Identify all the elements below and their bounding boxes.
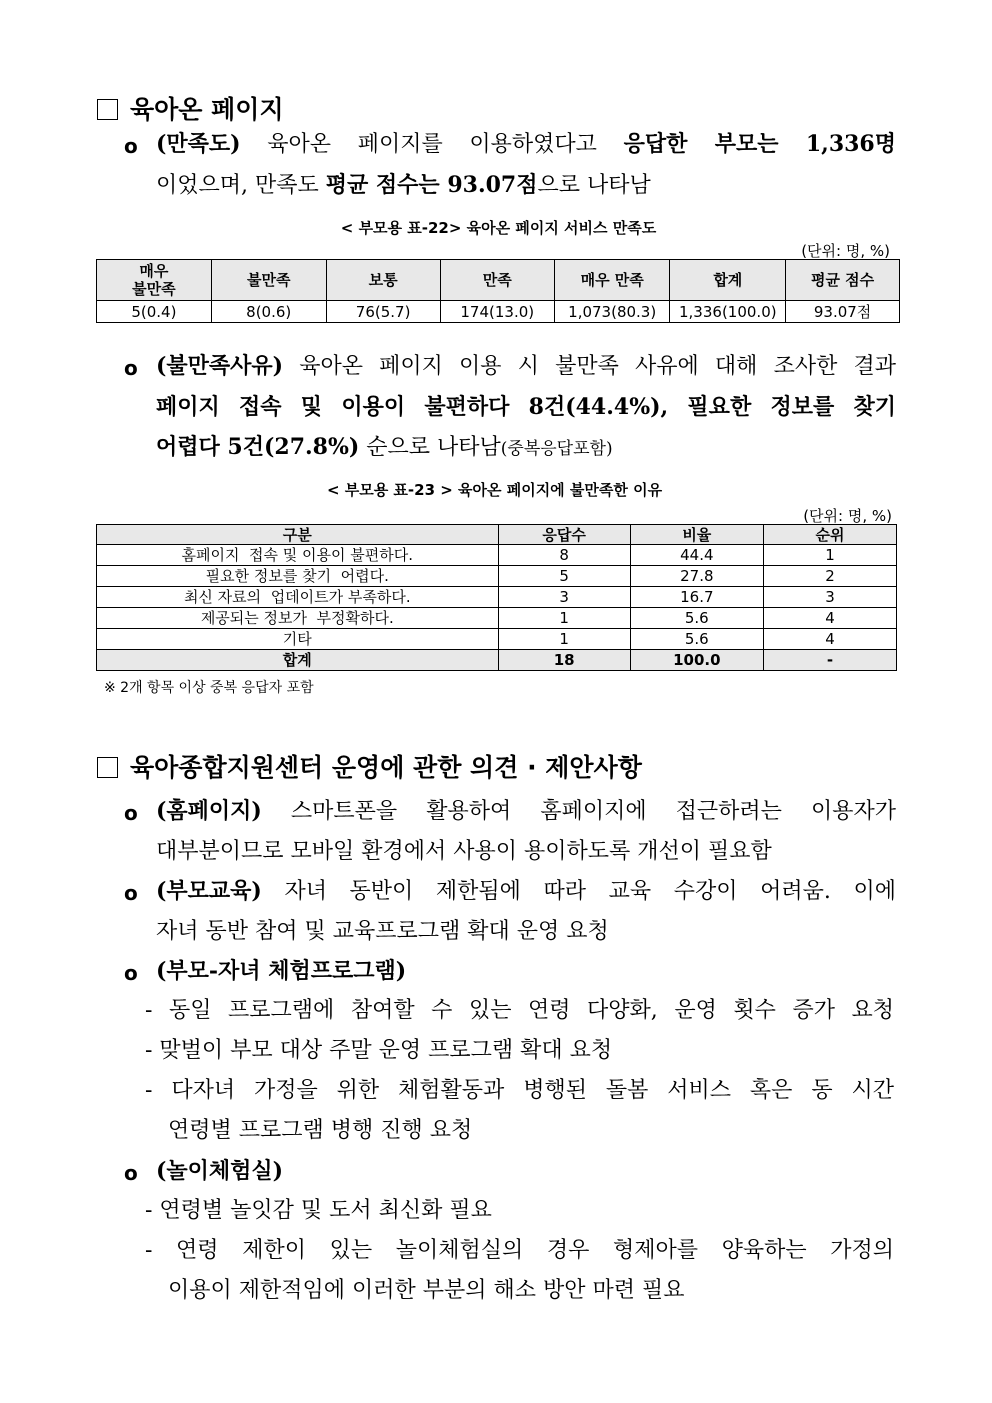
dash-item-continued: 연령별 프로그램 병행 진행 요청 xyxy=(168,1118,473,1143)
table-22-unit: (단위: 명, %) xyxy=(801,242,890,260)
header-category: 구분 xyxy=(97,525,499,545)
cell: 5.6 xyxy=(630,608,763,629)
checkbox-square-icon xyxy=(97,99,118,120)
cell: 1 xyxy=(763,545,896,566)
opinion-parent-education: o (부모교육) 자녀 동반이 제한됨에 따라 교육 수강이 어려움. 이에 자녀 동반 참여 및 교육프로그램 확대 운영 요청 xyxy=(124,878,896,944)
bullet-icon: o xyxy=(124,881,138,905)
cell: 5 xyxy=(498,566,630,587)
cell: 3 xyxy=(498,587,630,608)
dissatisfaction-reasons-table xyxy=(96,524,897,671)
cell: 필요한 정보를 찾기 어렵다. xyxy=(97,566,499,587)
cell: 1 xyxy=(498,608,630,629)
cell: - xyxy=(763,650,896,671)
bullet-icon: o xyxy=(124,801,138,825)
cell: 1,336(100.0) xyxy=(670,301,786,323)
bullet-icon: o xyxy=(124,961,138,985)
dash-item: - 동일 프로그램에 참여할 수 있는 연령 다양화, 운영 횟수 증가 요청 xyxy=(145,998,894,1023)
cell: 100.0 xyxy=(630,650,763,671)
header-very-unsatisfied: 매우 불만족 xyxy=(97,260,212,301)
table-23-unit: (단위: 명, %) xyxy=(803,507,892,525)
cell: 기타 xyxy=(97,629,499,650)
table-row xyxy=(97,629,897,650)
dash-item: - 다자녀 가정을 위한 체험활동과 병행된 돌봄 서비스 혹은 동 시간 xyxy=(145,1078,894,1103)
dash-item: - 연령 제한이 있는 놀이체험실의 경우 형제아를 양육하는 가정의 xyxy=(145,1238,894,1263)
checkbox-square-icon xyxy=(97,757,118,778)
dash-item-continued: 이용이 제한적임에 이러한 부분의 해소 방안 마련 필요 xyxy=(168,1278,685,1303)
cell: 93.07점 xyxy=(786,301,900,323)
dash-item: - 연령별 놀잇감 및 도서 최신화 필요 xyxy=(145,1198,492,1223)
section-title-yukaon: 육아온 페이지 xyxy=(97,90,284,126)
header-responses: 응답수 xyxy=(498,525,630,545)
dissatisfaction-paragraph: o (불만족사유) 육아온 페이지 이용 시 불만족 사유에 대해 조사한 결과 페이지 접속 및 이용이 불편하다 8건(44.4%), 필요한 정보를 찾기 어렵다 5건(27.8%) 순으로 나타남(중복응답포함) xyxy=(124,353,896,460)
cell: 홈페이지 접속 및 이용이 불편하다. xyxy=(97,545,499,566)
opinion-playroom: o (놀이체험실) xyxy=(124,1158,284,1185)
cell: 8(0.6) xyxy=(211,301,326,323)
cell: 제공되는 정보가 부정확하다. xyxy=(97,608,499,629)
table-row xyxy=(97,301,900,323)
table-row xyxy=(97,587,897,608)
cell: 3 xyxy=(763,587,896,608)
cell: 8 xyxy=(498,545,630,566)
table-row xyxy=(97,545,897,566)
playroom-dashes xyxy=(145,1191,894,1311)
cell: 5.6 xyxy=(630,629,763,650)
cell: 4 xyxy=(763,608,896,629)
cell: 5(0.4) xyxy=(97,301,212,323)
cell: 4 xyxy=(763,629,896,650)
cell: 44.4 xyxy=(630,545,763,566)
satisfaction-table xyxy=(96,259,900,323)
cell: 합계 xyxy=(97,650,499,671)
bullet-icon: o xyxy=(124,134,138,158)
table-total-row xyxy=(97,650,897,671)
section-title-opinions: 육아종합지원센터 운영에 관한 의견 · 제안사항 xyxy=(97,748,642,784)
table-23-caption: < 부모용 표-23 > 육아온 페이지에 불만족한 이유 xyxy=(326,481,663,499)
header-ratio: 비율 xyxy=(630,525,763,545)
table-22-caption: < 부모용 표-22> 육아온 페이지 서비스 만족도 xyxy=(340,219,657,237)
cell: 1 xyxy=(498,629,630,650)
table-row xyxy=(97,608,897,629)
dash-item: - 맞벌이 부모 대상 주말 운영 프로그램 확대 요청 xyxy=(145,1038,613,1063)
cell: 16.7 xyxy=(630,587,763,608)
cell: 18 xyxy=(498,650,630,671)
bullet-icon: o xyxy=(124,356,138,380)
opinion-homepage: o (홈페이지) 스마트폰을 활용하여 홈페이지에 접근하려는 이용자가 대부분이므로 모바일 환경에서 사용이 용이하도록 개선이 필요함 xyxy=(124,798,896,864)
table-note: ※ 2개 항목 이상 중복 응답자 포함 xyxy=(104,680,314,696)
header-unsatisfied: 불만족 xyxy=(211,260,326,301)
header-satisfied: 만족 xyxy=(440,260,554,301)
opinion-experience-program: o (부모-자녀 체험프로그램) xyxy=(124,958,407,985)
header-average-score: 평균 점수 xyxy=(786,260,900,301)
satisfaction-paragraph: o (만족도) 육아온 페이지를 이용하였다고 응답한 부모는 1,336명 이었으며, 만족도 평균 점수는 93.07점으로 나타남 xyxy=(124,131,896,198)
table-row xyxy=(97,566,897,587)
header-very-satisfied: 매우 만족 xyxy=(554,260,670,301)
cell: 1,073(80.3) xyxy=(554,301,670,323)
bullet-icon: o xyxy=(124,1161,138,1185)
cell: 최신 자료의 업데이트가 부족하다. xyxy=(97,587,499,608)
table-header-row xyxy=(97,525,897,545)
header-neutral: 보통 xyxy=(326,260,440,301)
cell: 2 xyxy=(763,566,896,587)
experience-program-dashes xyxy=(145,991,894,1151)
cell: 27.8 xyxy=(630,566,763,587)
cell: 76(5.7) xyxy=(326,301,440,323)
cell: 174(13.0) xyxy=(440,301,554,323)
header-total: 합계 xyxy=(670,260,786,301)
header-rank: 순위 xyxy=(763,525,896,545)
table-header-row xyxy=(97,260,900,301)
